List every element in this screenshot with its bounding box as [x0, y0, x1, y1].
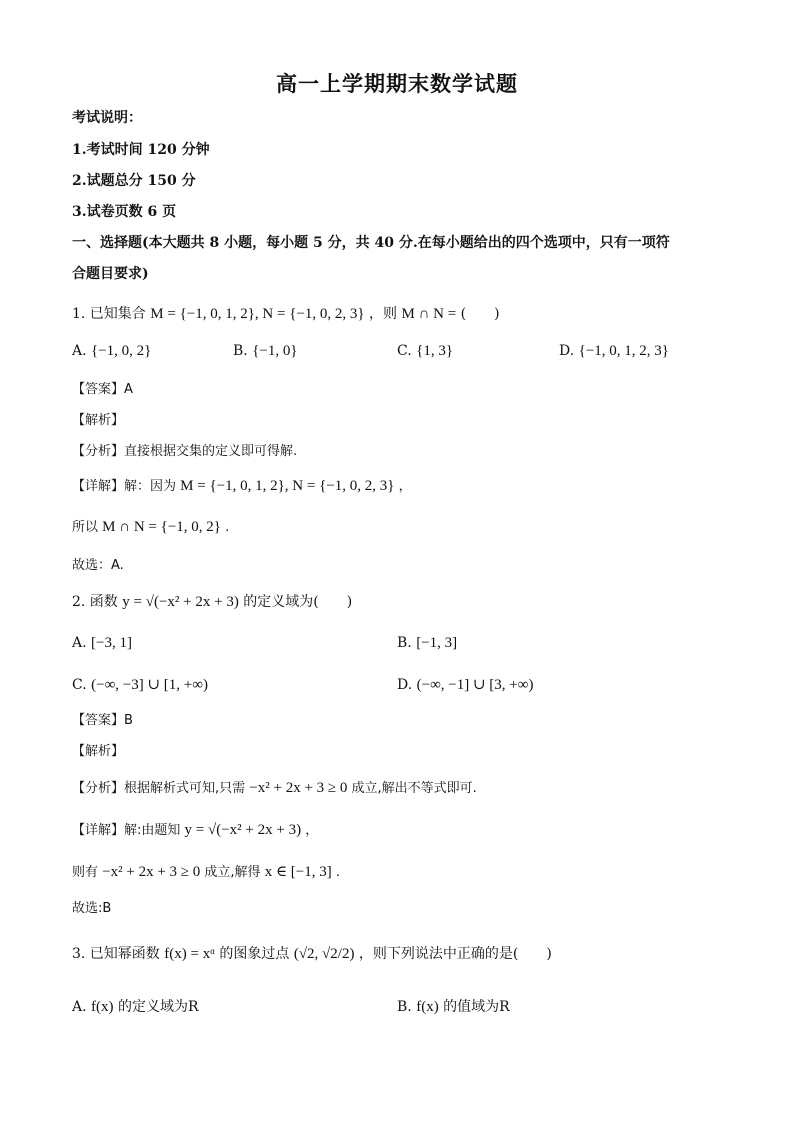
q1-stem-post: ( )	[460, 306, 500, 322]
option-text: (−∞, −3] ∪ [1, +∞)	[91, 677, 208, 693]
note-item: 1.考试时间 120 分钟	[72, 142, 210, 158]
option-text: {−1, 0}	[252, 343, 298, 359]
q2-detail-math: y = √(−x² + 2x + 3)	[184, 822, 302, 838]
option-text: [−3, 1]	[91, 635, 132, 651]
q1-so-post: .	[225, 520, 230, 535]
q1-fenxi: 【分析】直接根据交集的定义即可得解.	[72, 444, 298, 459]
q3-stem-post: ，则下列说法中正确的是( )	[358, 946, 552, 962]
q2-then	[72, 862, 340, 883]
q1-conclusion	[72, 517, 229, 538]
q2-option-a	[72, 633, 132, 653]
q3-option-a	[72, 997, 199, 1017]
q2-then-post: .	[335, 865, 341, 880]
section-heading-cont: 合题目要求)	[72, 266, 149, 282]
q2-fenxi-post: 成立,解出不等式即可.	[351, 781, 477, 796]
option-label: A.	[72, 343, 87, 359]
q3-stem-math2: (√2, √2/2)	[293, 946, 355, 962]
q2-then-math2: x ∈ [−1, 3]	[264, 864, 332, 880]
option-text: {−1, 0, 1, 2, 3}	[578, 343, 669, 359]
q2-stem-math: y = √(−x² + 2x + 3)	[122, 594, 239, 610]
q1-analysis-label: 【解析】	[72, 413, 125, 428]
option-text: [−1, 3]	[416, 635, 458, 651]
q2-option-c	[72, 675, 208, 695]
q3-option-b	[397, 997, 510, 1017]
option-label: A.	[72, 999, 87, 1015]
q2-stem-pre: 2. 函数	[72, 594, 118, 610]
option-text: {−1, 0, 2}	[91, 343, 152, 359]
option-text: 的值域为R	[443, 999, 510, 1015]
question-1-stem	[72, 304, 500, 324]
option-text: (−∞, −1] ∪ [3, +∞)	[416, 677, 534, 693]
section-heading: 一、选择题(本大题共 8 小题，每小题 5 分，共 40 分.在每小题给出的四个选项中，只有一项符	[72, 235, 670, 251]
q3-stem-mid: 的图象过点	[219, 946, 290, 962]
option-label: D.	[559, 343, 575, 359]
q2-fenxi-pre: 【分析】根据解析式可知,只需	[72, 781, 246, 796]
q2-analysis-label: 【解析】	[72, 744, 125, 759]
q2-detail-pre: 【详解】解:由题知	[72, 823, 181, 838]
q1-answer: 【答案】A	[72, 382, 133, 397]
q2-fenxi	[72, 778, 477, 799]
q1-detail-pre: 【详解】解：因为	[72, 479, 177, 494]
option-math: f(x)	[416, 999, 439, 1015]
q1-choose: 故选：A.	[72, 558, 124, 573]
q1-option-a	[72, 341, 151, 361]
note-item: 3.试卷页数 6 页	[72, 204, 177, 220]
q1-detail-post: ，	[398, 479, 412, 494]
option-label: A.	[72, 635, 87, 651]
q1-so-pre: 所以	[72, 520, 99, 535]
q1-stem-math2: M ∩ N =	[401, 306, 457, 322]
q2-stem-post: 的定义域为( )	[243, 594, 353, 610]
question-2-stem	[72, 592, 352, 612]
q1-option-b	[233, 341, 298, 361]
q2-fenxi-math: −x² + 2x + 3 ≥ 0	[249, 780, 348, 796]
q2-detail-post: ，	[305, 823, 319, 838]
q1-stem-pre: 1. 已知集合	[72, 306, 146, 322]
option-label: B.	[397, 635, 412, 651]
option-label: C.	[397, 343, 412, 359]
page-title: 高一上学期期末数学试题	[276, 71, 518, 96]
q1-detail-math: M = {−1, 0, 1, 2}, N = {−1, 0, 2, 3}	[180, 478, 395, 494]
q1-option-c	[397, 341, 453, 361]
q3-stem-pre: 3. 已知幂函数	[72, 946, 160, 962]
q2-detail	[72, 820, 318, 841]
q2-then-math: −x² + 2x + 3 ≥ 0	[102, 864, 201, 880]
q2-option-b	[397, 633, 457, 653]
q2-option-d	[397, 675, 533, 695]
q2-answer: 【答案】B	[72, 713, 133, 728]
q1-detail	[72, 476, 412, 497]
q2-then-pre: 则有	[72, 865, 99, 880]
q1-so-math: M ∩ N = {−1, 0, 2}	[102, 519, 221, 535]
q1-stem-math: M = {−1, 0, 1, 2}, N = {−1, 0, 2, 3}	[150, 306, 365, 322]
option-math: f(x)	[91, 999, 114, 1015]
option-label: B.	[233, 343, 248, 359]
option-label: D.	[397, 677, 413, 693]
note-item: 2.试题总分 150 分	[72, 173, 196, 189]
q3-stem-math: f(x) = xᵅ	[164, 946, 215, 962]
q1-option-d	[559, 341, 669, 361]
q2-choose: 故选:B	[72, 901, 112, 916]
q2-then-mid: 成立,解得	[204, 865, 261, 880]
option-label: C.	[72, 677, 87, 693]
notes-heading: 考试说明：	[72, 110, 142, 126]
option-label: B.	[397, 999, 412, 1015]
q1-stem-mid: ，则	[369, 306, 398, 322]
option-text: {1, 3}	[416, 343, 454, 359]
question-3-stem	[72, 944, 552, 964]
option-text: 的定义域为R	[117, 999, 199, 1015]
